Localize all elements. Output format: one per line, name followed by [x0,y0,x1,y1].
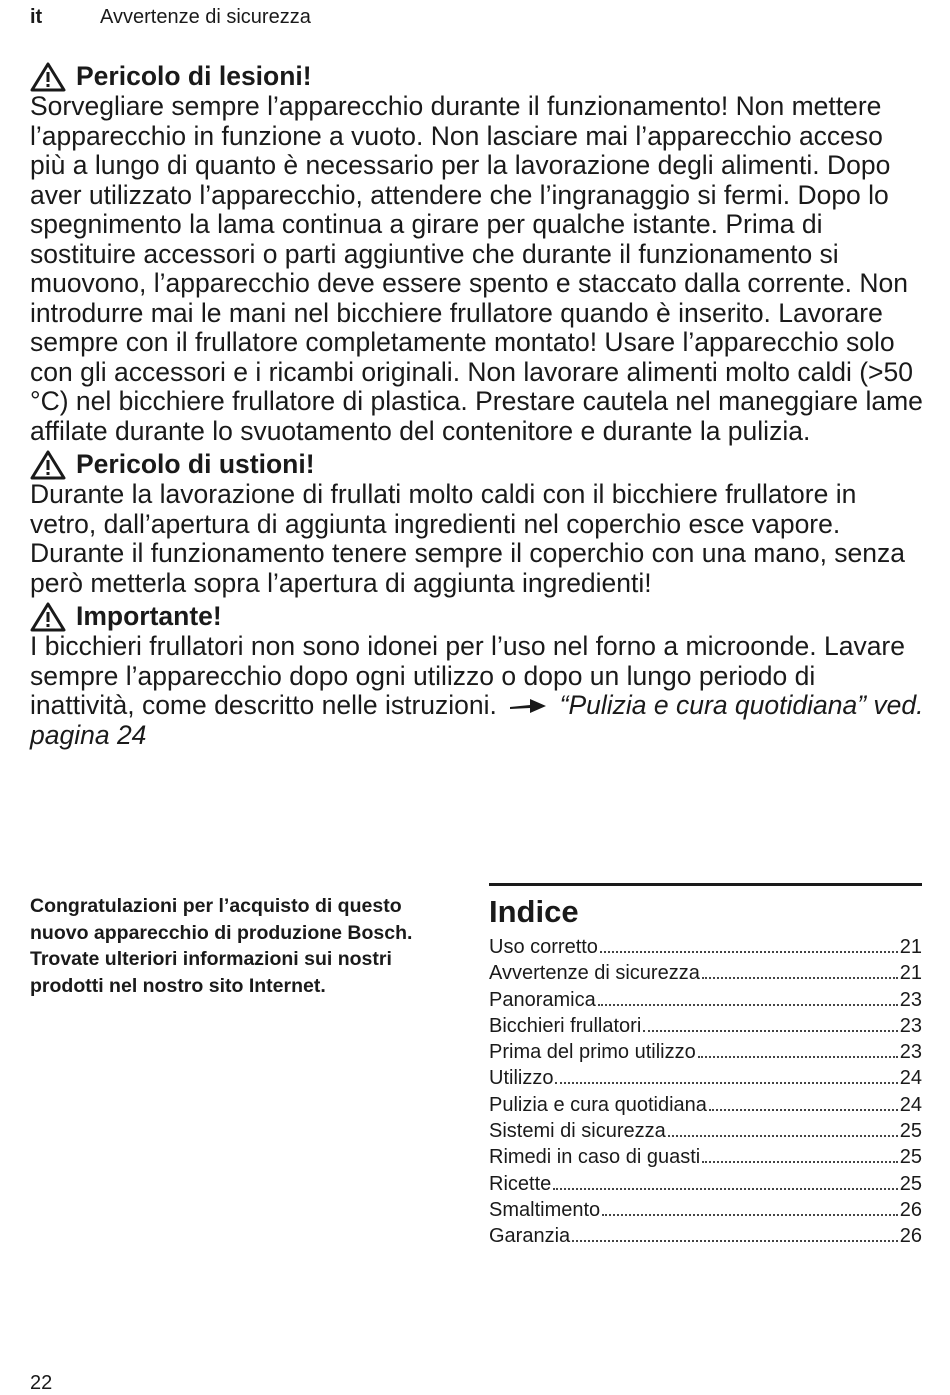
toc-list [489,936,922,1252]
warning-triangle-icon [30,602,66,632]
page-header [30,6,311,29]
toc-entry-label: Utilizzo [489,1067,554,1090]
toc-entry-label: Ricette [489,1172,552,1195]
toc-entry-page: 21 [899,936,922,958]
toc-entry[interactable] [489,1015,922,1041]
toc-entry[interactable] [489,1120,922,1146]
warning-text: I bicchieri frullatori non sono idonei per l’uso nel forno a microonde. Lavare sempre l’apparecchio dopo ogni utilizzo o dopo un lungo periodo di inattività, come descritto nelle istruzioni. [30,631,905,720]
toc-leader-dots [553,1188,898,1190]
warning-title: Pericolo di ustioni! [76,449,315,480]
toc-entry[interactable] [489,1094,922,1120]
toc-entry[interactable] [489,1173,922,1199]
toc-entry-label: Rimedi in caso di guasti [489,1146,701,1169]
toc-entry-label: Smaltimento [489,1198,601,1221]
toc-entry[interactable] [489,1041,922,1067]
toc-leader-dots [702,977,898,979]
toc-entry[interactable] [489,936,922,962]
toc-entry[interactable] [489,1225,922,1251]
warning-body [30,632,925,750]
section-title: Avvertenze di sicurezza [100,6,311,28]
warning-important [30,602,925,750]
toc-leader-dots [600,951,898,953]
toc-entry[interactable] [489,1146,922,1172]
toc-entry[interactable] [489,1199,922,1225]
toc-leader-dots [643,1030,897,1032]
toc-entry[interactable] [489,989,922,1015]
toc-leader-dots [572,1240,898,1242]
toc-entry-label: Sistemi di sicurezza [489,1120,666,1143]
warning-triangle-icon [30,62,66,92]
toc-entry-page: 25 [899,1120,922,1143]
toc-entry-label: Uso corretto [489,936,598,958]
warning-body: Durante la lavorazione di frullati molto caldi con il bicchiere frullatore in vetro, dall’apertura di aggiunta ingredienti nel coperchio esce vapore. Durante il funzionamento tenere sempre il coperchio con una mano, senza però metterla sopra l’apertura di aggiunta ingredienti! [30,479,906,598]
toc-entry-page: 26 [899,1225,922,1248]
toc-leader-dots [702,1161,898,1163]
toc-entry[interactable] [489,962,922,988]
toc-entry-label: Panoramica [489,988,596,1011]
warning-triangle-icon [30,450,66,480]
toc-entry-page: 21 [899,962,922,985]
toc-leader-dots [598,1004,898,1006]
toc-leader-dots [555,1082,897,1084]
page-reference-link[interactable]: “Pulizia e cura quotidiana” ved. pagina 24 [30,690,924,750]
toc-entry-page: 23 [899,1014,922,1037]
warning-title: Importante! [76,601,222,632]
warning-injury [30,62,925,446]
warning-burns [30,450,925,598]
toc-entry-label: Garanzia [489,1225,571,1248]
safety-warnings [30,62,925,754]
toc-leader-dots [668,1135,898,1137]
toc-entry-page: 26 [899,1198,922,1221]
toc-entry-label: Avvertenze di sicurezza [489,962,700,985]
page-number: 22 [30,1372,53,1394]
toc-entry-label: Bicchieri frullatori [489,1014,642,1037]
toc-entry[interactable] [489,1067,922,1093]
table-of-contents [489,883,922,1252]
language-code: it [30,6,43,28]
toc-entry-page: 25 [899,1172,922,1195]
arrow-right-icon [508,696,548,716]
toc-entry-page: 23 [899,1041,922,1064]
toc-title: Indice [489,894,579,929]
toc-entry-page: 23 [899,988,922,1011]
toc-entry-page: 24 [899,1093,922,1116]
toc-leader-dots [602,1214,898,1216]
intro-text: Congratulazioni per l’acquisto di questo nuovo apparecchio di produzione Bosch. Trovate ulteriori informazioni sui nostri prodotti nel nostro sito Internet. [30,895,413,997]
toc-leader-dots [709,1109,898,1111]
warning-title: Pericolo di lesioni! [76,61,312,92]
warning-body: Sorvegliare sempre l’apparecchio durante il funzionamento! Non mettere l’apparecchio in funzione a vuoto. Non lasciare mai l’apparecchio acceso più a lungo di quanto è necessario per la lavorazione degli alimenti. Dopo aver utilizzato l’apparecchio, attendere che l’ingranaggio si fermi. Dopo lo spegnimento la lama continua a girare per qualche istante. Prima di sostituire accessori o parti aggiuntive che durante il funzionamento si muovono, l’apparecchio deve essere spento e staccato dalla corrente. Non introdurre mai le mani nel bicchiere frullatore quando è inserito. Lavorare sempre con il frullatore completamente montato! Usare l’apparecchio solo con gli accessori e i ricambi originali. Non lavorare alimenti molto caldi (>50 °C) nel bicchiere frullatore di plastica. Prestare cautela nel maneggiare lame affilate durante lo svuotamento del contenitore e durante la pulizia. [30,91,923,446]
toc-entry-page: 24 [899,1067,922,1090]
toc-leader-dots [698,1056,898,1058]
toc-entry-label: Pulizia e cura quotidiana [489,1093,707,1116]
toc-entry-page: 25 [899,1146,922,1169]
toc-entry-label: Prima del primo utilizzo [489,1041,696,1064]
